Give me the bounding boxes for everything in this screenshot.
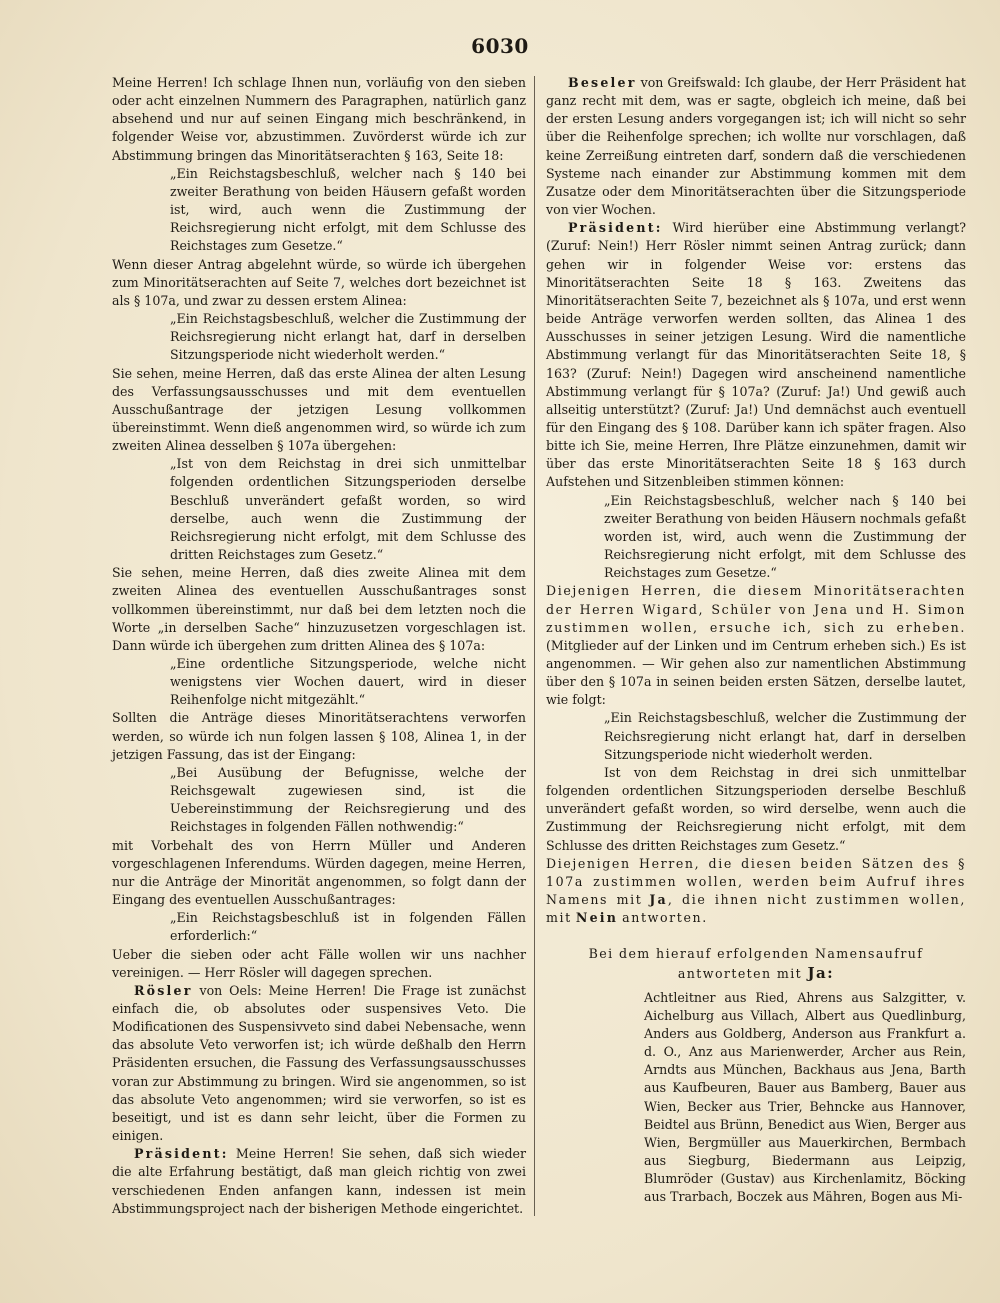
column-divider bbox=[534, 76, 535, 1216]
names-list: Achtleitner aus Ried, Ahrens aus Salzgitter, v. Aichelburg aus Villach, Albert aus Quedlinburg, Anders aus Goldberg, Anderson aus Frankfurt a. d. O., Anz aus Marienwerder, Archer aus Rein, Arndts aus München, Backhaus aus Jena, Barth aus Kaufbeuren, Bauer aus Bamberg, Bauer aus Wien, Becker aus Trier, Behncke aus Hannover, Beidtel aus Brünn, Benedict aus Wien, Berger aus Wien, Bergmüller aus Mauerkirchen, Bermbach aus Siegburg, Biedermann aus Leipzig, Blumröder (Gustav) aus Kirchenlamitz, Böcking aus Trarbach, Boczek aus Mähren, Bogen aus Mi- bbox=[644, 989, 966, 1205]
heading-text: antworteten mit bbox=[677, 965, 803, 981]
paragraph: Sie sehen, meine Herren, daß dies zweite Alinea mit dem zweiten Alinea des eventuellen Ausschußantrages sonst vollkommen übereinstimmt, nur daß bei dem letzten noch die Worte „in derselben Sache“ hinzuzusetzen vorgeschlagen ist. Dann würde ich übergehen zum dritten Alinea des § 107a: bbox=[112, 565, 526, 653]
heading-line: Bei dem hierauf erfolgenden Namensaufruf bbox=[588, 946, 924, 962]
speech-text: von Greifswald: Ich glaube, der Herr Präsident hat ganz recht mit dem, was er sagte, obgleich ich meine, daß bei der ersten Lesung anders vorgegangen ist; ich will nicht so sehr über die Reihenfolge sprechen; ich wollte nur vorschlagen, daß keine Zerreißung eintreten darf, sondern daß die verschiedenen Systeme nach einander zur Abstimmung kommen mit dem Zusatze oder dem Minoritätserachten über die Sitzungsperiode von vier Wochen. bbox=[546, 75, 966, 218]
paragraph-text: (Mitglieder auf der Linken und im Centrum erheben sich.) Es ist angenommen. — Wir gehen also zur namentlichen Abstimmung über den § 107a in seinen beiden ersten Sätzen, derselbe lautet, wie folgt: bbox=[546, 637, 966, 708]
spaced-text: , die ihnen nicht zustimmen wollen, mit bbox=[546, 892, 966, 926]
spaced-text: Diejenigen Herren, die diesen beiden Sätzen des § 107a zustimmen wollen, werden beim Aufruf ihres Namens mit bbox=[546, 855, 966, 908]
paragraph bbox=[546, 855, 966, 928]
quotation: „Ein Reichstagsbeschluß, welcher die Zustimmung der Reichsregierung nicht erlangt hat, darf in derselben Sitzungsperiode nicht wiederholt werden.“ bbox=[170, 311, 526, 363]
heading-ja: Ja: bbox=[807, 963, 835, 982]
quotation: „Ein Reichstagsbeschluß, welcher nach § 140 bei zweiter Berathung von beiden Häusern nochmals gefaßt worden ist, wird, auch wenn die Zustimmung der Reichsregierung nicht erfolgt, mit dem Schlusse des Reichstages zum Gesetze.“ bbox=[604, 492, 966, 581]
speech-roesler bbox=[112, 982, 526, 1145]
spaced-text: antworten. bbox=[622, 910, 708, 926]
page-number: 6030 bbox=[471, 34, 529, 58]
speaker-name: Präsident: bbox=[134, 1146, 229, 1162]
quotation: Ist von dem Reichstag in drei sich unmittelbar folgenden ordentlichen Sitzungsperioden derselbe Beschluß unverändert gefaßt worden, so wird derselbe, wenn auch die Zustimmung der Reichsregierung nicht erfolgt, mit dem Schlusse des dritten Reichstages zum Gesetz.“ bbox=[546, 764, 966, 853]
speech-president bbox=[112, 1145, 526, 1218]
right-column bbox=[546, 74, 966, 1207]
paragraph: mit Vorbehalt des von Herrn Müller und Anderen vorgeschlagenen Inferendums. Würden dagegen, meine Herren, nur die Anträge der Minorität angenommen, so folgt dann der Eingang des eventuellen Ausschußantrages: bbox=[112, 837, 526, 908]
speaker-name: Beseler bbox=[568, 75, 637, 90]
roll-call-heading bbox=[546, 945, 966, 982]
spaced-text: Diejenigen Herren, die diesem Minoritätserachten der Herren Wigard, Schüler von Jena und H. Simon zustimmen wollen, ersuche ich, sich zu erheben. bbox=[546, 583, 966, 635]
quotation: „Ein Reichstagsbeschluß, welcher die Zustimmung der Reichsregierung nicht erlangt hat, darf in derselben Sitzungsperiode nicht wiederholt werden. bbox=[604, 710, 966, 762]
speech-text: von Oels: Meine Herren! Die Frage ist zunächst einfach die, ob absolutes oder suspensives Veto. Die Modificationen des Suspensivveto sind dabei Nebensache, wenn das absolute Veto verworfen ist; ich würde deßhalb den Herrn Präsidenten ersuchen, die Fassung des Verfassungsausschusses voran zur Abstimmung zu bringen. Wird sie angenommen, so ist das absolute Veto angenommen; wird sie verworfen, so ist es beseitigt, und ist es dann sehr leicht, über die Formen zu einigen. bbox=[112, 982, 526, 1144]
quotation: „Bei Ausübung der Befugnisse, welche der Reichsgewalt zugewiesen sind, ist die Uebereinstimmung der Reichsregierung und des Reichstages in folgenden Fällen nothwendig:“ bbox=[170, 764, 526, 835]
speech-text: Meine Herren! Sie sehen, daß sich wieder die alte Erfahrung bestätigt, daß man gleich richtig von zwei verschiedenen Enden anfangen kann, indessen ist mein Abstimmungsproject nach der bisherigen Methode eingerichtet. bbox=[112, 1146, 526, 1216]
speaker-name: Präsident: bbox=[568, 220, 663, 236]
quotation: „Ein Reichstagsbeschluß ist in folgenden Fällen erforderlich:“ bbox=[170, 910, 526, 944]
quotation: „Ein Reichstagsbeschluß, welcher nach § 140 bei zweiter Berathung von beiden Häusern gefaßt worden ist, wird, auch wenn die Zustimmung der Reichsregierung nicht erfolgt, mit dem Schlusse des Reichstages zum Gesetze.“ bbox=[170, 165, 526, 254]
paragraph: Ueber die sieben oder acht Fälle wollen wir uns nachher vereinigen. — Herr Rösler will dagegen sprechen. bbox=[112, 946, 526, 980]
paragraph: Sie sehen, meine Herren, daß das erste Alinea der alten Lesung des Verfassungsausschusses und mit dem eventuellen Ausschußantrage der jetzigen Lesung vollkommen übereinstimmt. Wenn dieß angenommen wird, so würde ich zum zweiten Alinea desselben § 107a übergehen: bbox=[112, 365, 526, 454]
nein-word: Nein bbox=[575, 910, 619, 926]
quotation: „Eine ordentliche Sitzungsperiode, welche nicht wenigstens vier Wochen dauert, wird in dieser Reihenfolge nicht mitgezählt.“ bbox=[170, 656, 526, 708]
speech-president bbox=[546, 219, 966, 491]
paragraph bbox=[546, 582, 966, 709]
paragraph: Meine Herren! Ich schlage Ihnen nun, vorläufig von den sieben oder acht einzelnen Nummern des Paragraphen, natürlich ganz absehend und nur auf seinen Eingang mich beschränkend, in folgender Weise vor, abzustimmen. Zuvörderst würde ich zur Abstimmung bringen das Minoritätserachten § 163, Seite 18: bbox=[112, 75, 526, 163]
speaker-name: Rösler bbox=[134, 982, 193, 998]
quotation: „Ist von dem Reichstag in drei sich unmittelbar folgenden ordentlichen Sitzungsperioden derselbe Beschluß unverändert gefaßt worden, so wird derselbe, auch wenn die Zustimmung der Reichsregierung nicht erfolgt, mit dem Schlusse des dritten Reichstages zum Gesetz.“ bbox=[170, 456, 526, 563]
paragraph: Sollten die Anträge dieses Minoritätserachtens verworfen werden, so würde ich nun folgen lassen § 108, Alinea 1, in der jetzigen Fassung, das ist der Eingang: bbox=[112, 710, 526, 762]
paragraph: Wenn dieser Antrag abgelehnt würde, so würde ich übergehen zum Minoritätserachten auf Seite 7, welches dort bezeichnet ist als § 107a, und zwar zu dessen erstem Alinea: bbox=[112, 256, 526, 308]
ja-word: Ja bbox=[649, 892, 668, 908]
speech-beseler bbox=[546, 74, 966, 219]
heading-line bbox=[546, 964, 966, 983]
left-column bbox=[112, 74, 526, 1218]
speech-text: Wird hierüber eine Abstimmung verlangt? (Zuruf: Nein!) Herr Rösler nimmt seinen Antrag zurück; dann gehen wir in folgender Weise vor: erstens das Minoritätserachten Seite 18 § 163. Zweitens das Minoritätserachten Seite 7, bezeichnet als § 107a, und erst wenn beide Anträge verworfen werden sollten, das Alinea 1 des Ausschusses in seiner jetzigen Lesung. Wird die namentliche Abstimmung verlangt für das Minoritätserachten Seite 18, § 163? (Zuruf: Nein!) Dagegen wird anscheinend namentliche Abstimmung verlangt für § 107a? (Zuruf: Ja!) Und gewiß auch allseitig unterstützt? (Zuruf: Ja!) Und demnächst auch eventuell für den Eingang des § 108. Darüber kann ich später fragen. Also bitte ich Sie, meine Herren, Ihre Plätze einzunehmen, damit wir über das erste Minoritätserachten Seite 18 § 163 durch Aufstehen und Sitzenbleiben stimmen können: bbox=[546, 220, 966, 490]
